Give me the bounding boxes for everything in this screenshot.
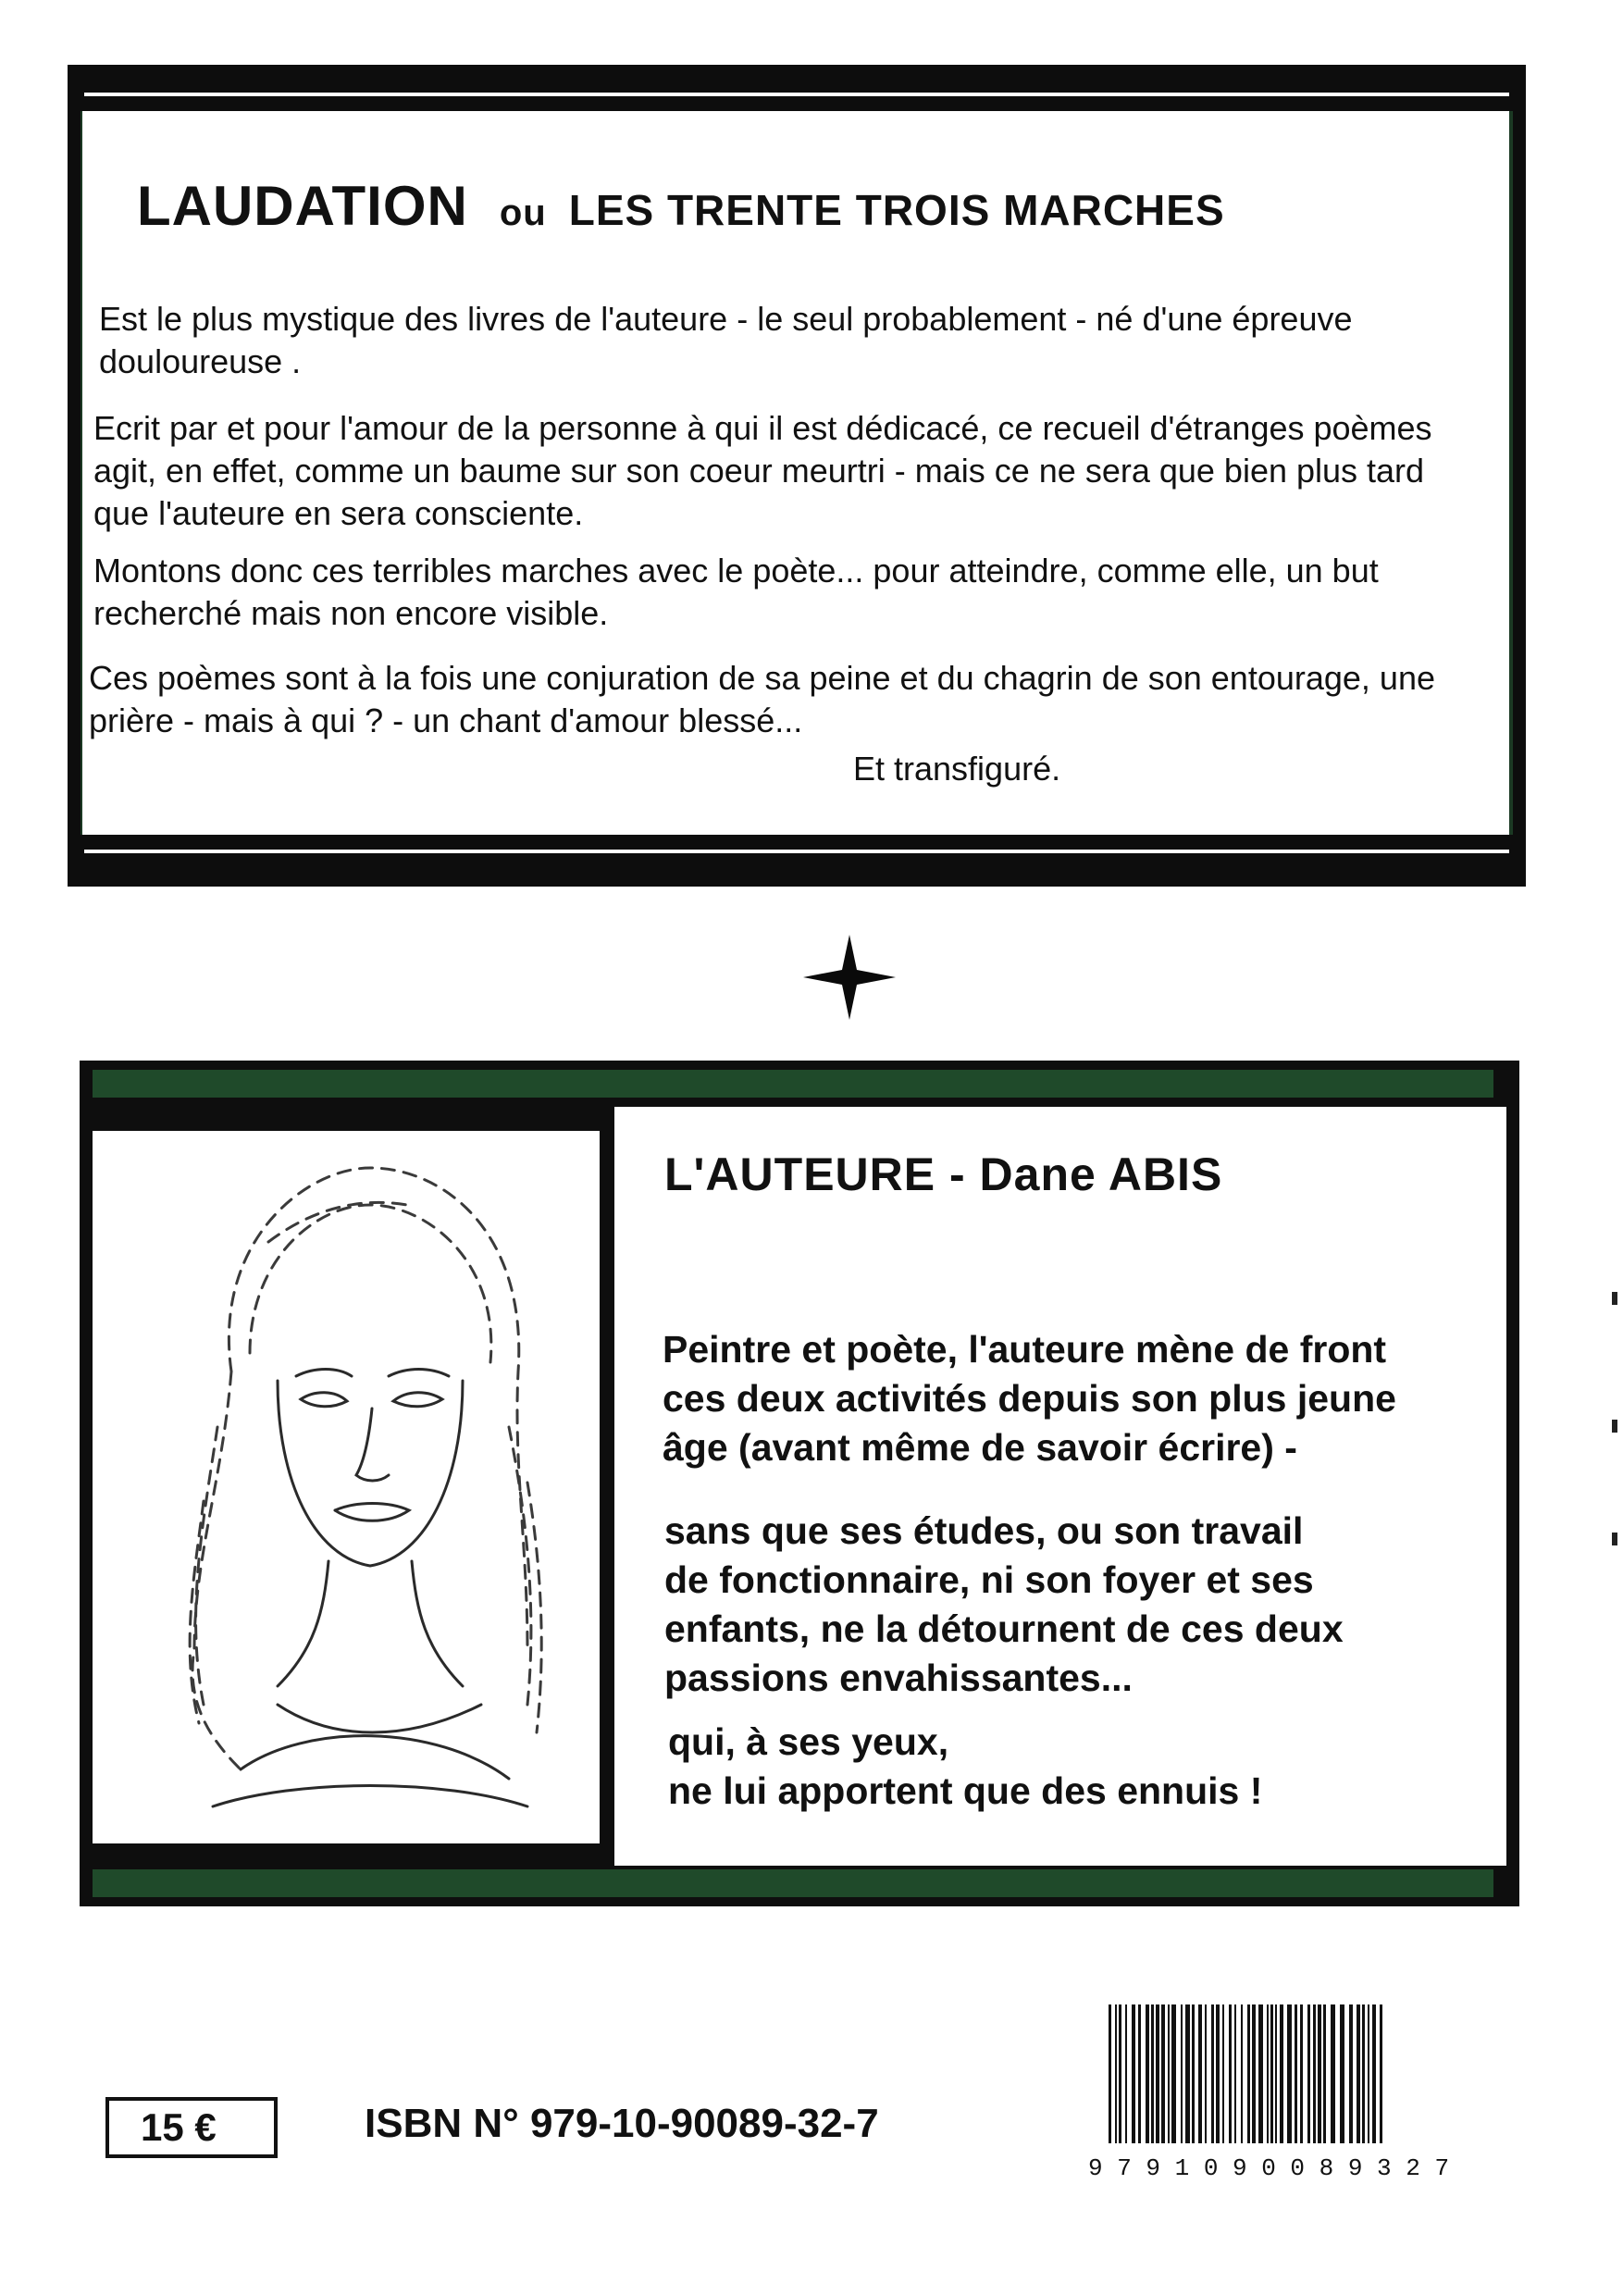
laudation-paragraph-1 (99, 298, 1353, 383)
line: Ecrit par et pour l'amour de la personne à qui il est dédicacé, ce recueil d'étranges poèmes (93, 409, 1432, 447)
barcode-bar (1115, 2004, 1117, 2167)
author-portrait (93, 1131, 600, 1843)
barcode-digits: 9 7 9 1 0 9 0 0 8 9 3 2 7 (1088, 2154, 1450, 2182)
line: prière - mais à qui ? - un chant d'amour blessé... (89, 701, 803, 739)
barcode-bar (1185, 2004, 1190, 2167)
barcode-bar (1192, 2004, 1195, 2167)
barcode-bar (1267, 2004, 1269, 2167)
line: ces deux activités depuis son plus jeune (663, 1377, 1396, 1420)
barcode-bar (1216, 2004, 1220, 2167)
laudation-paragraph-2 (93, 407, 1432, 535)
barcode-bar (1234, 2004, 1236, 2167)
price-box: 15 € (105, 2097, 278, 2158)
barcode-bar (1138, 2004, 1141, 2167)
laudation-paragraph-3 (93, 550, 1379, 635)
barcode-bar (1380, 2004, 1382, 2167)
barcode-bar (1362, 2004, 1365, 2167)
barcode-bar (1205, 2004, 1207, 2167)
top-rule (84, 93, 1509, 96)
line: douloureuse . (99, 342, 302, 380)
title-sub: LES TRENTE TROIS MARCHES (568, 186, 1225, 234)
barcode (1081, 2004, 1450, 2182)
laudation-title (137, 174, 1225, 238)
barcode-bar (1357, 2004, 1360, 2167)
barcode-bar (1295, 2004, 1297, 2167)
barcode-bar (1331, 2004, 1335, 2167)
title-main: LAUDATION (137, 175, 468, 237)
portrait-sketch-icon (93, 1131, 600, 1843)
barcode-bar (1287, 2004, 1292, 2167)
barcode-bar (1300, 2004, 1303, 2167)
barcode-bar (1132, 2004, 1135, 2167)
edge-mark (1612, 1420, 1617, 1433)
line: qui, à ses yeux, (668, 1720, 949, 1763)
line: Est le plus mystique des livres de l'auteure - le seul probablement - né d'une épreuve (99, 300, 1353, 338)
barcode-bar (1125, 2004, 1127, 2167)
barcode-bar (1168, 2004, 1170, 2167)
barcode-bar (1349, 2004, 1353, 2167)
barcode-bar (1247, 2004, 1250, 2167)
laudation-closing: Et transfiguré. (853, 750, 1061, 788)
author-bio-2 (664, 1507, 1344, 1703)
barcode-bar (1181, 2004, 1183, 2167)
line: sans que ses études, ou son travail (664, 1509, 1304, 1552)
barcode-bar (1270, 2004, 1273, 2167)
laudation-paragraph-4 (89, 657, 1435, 742)
four-point-star-icon (803, 935, 896, 1020)
barcode-bar (1229, 2004, 1232, 2167)
barcode-bar (1340, 2004, 1344, 2167)
line: enfants, ne la détournent de ces deux (664, 1607, 1344, 1650)
top-green-bar (93, 1070, 1493, 1098)
barcode-bar (1146, 2004, 1149, 2167)
line: Montons donc ces terribles marches avec le poète... pour atteindre, comme elle, un but (93, 552, 1379, 590)
title-joiner: ou (499, 192, 547, 233)
line: ne lui apportent que des ennuis ! (668, 1769, 1263, 1812)
line: passions envahissantes... (664, 1657, 1133, 1699)
line: agit, en effet, comme un baume sur son coeur meurtri - mais ce ne sera que bien plus tard (93, 452, 1425, 490)
barcode-bar (1372, 2004, 1376, 2167)
barcode-bar (1241, 2004, 1243, 2167)
author-bio-1 (663, 1325, 1396, 1472)
author-title: L'AUTEURE - Dane ABIS (664, 1148, 1223, 1200)
barcode-bar (1368, 2004, 1369, 2167)
barcode-bar (1151, 2004, 1154, 2167)
barcode-bar (1318, 2004, 1321, 2167)
barcode-bar (1307, 2004, 1310, 2167)
barcode-bar (1119, 2004, 1121, 2167)
line: Peintre et poète, l'auteure mène de front (663, 1328, 1387, 1371)
barcode-bar (1109, 2004, 1111, 2167)
bottom-green-bar (93, 1869, 1493, 1897)
line: de fonctionnaire, ni son foyer et ses (664, 1558, 1314, 1601)
barcode-bar (1313, 2004, 1316, 2167)
bottom-rule (84, 850, 1509, 853)
author-bio-3 (668, 1718, 1262, 1816)
line: Ces poèmes sont à la fois une conjuration de sa peine et du chagrin de son entourage, une (89, 659, 1435, 697)
line: que l'auteure en sera consciente. (93, 494, 584, 532)
barcode-bar (1275, 2004, 1277, 2167)
barcode-bar (1280, 2004, 1283, 2167)
barcode-bar (1222, 2004, 1224, 2167)
barcode-bar (1156, 2004, 1159, 2167)
edge-mark (1612, 1533, 1617, 1545)
line: âge (avant même de savoir écrire) - (663, 1426, 1297, 1469)
barcode-bar (1161, 2004, 1165, 2167)
isbn-label: ISBN N° 979-10-90089-32-7 (365, 2101, 879, 2146)
edge-mark (1612, 1292, 1617, 1305)
barcode-bar (1323, 2004, 1326, 2167)
barcode-bar (1211, 2004, 1214, 2167)
barcode-bar (1198, 2004, 1202, 2167)
barcode-bar (1171, 2004, 1176, 2167)
barcode-bar (1252, 2004, 1256, 2167)
line: recherché mais non encore visible. (93, 594, 609, 632)
barcode-bar (1258, 2004, 1263, 2167)
